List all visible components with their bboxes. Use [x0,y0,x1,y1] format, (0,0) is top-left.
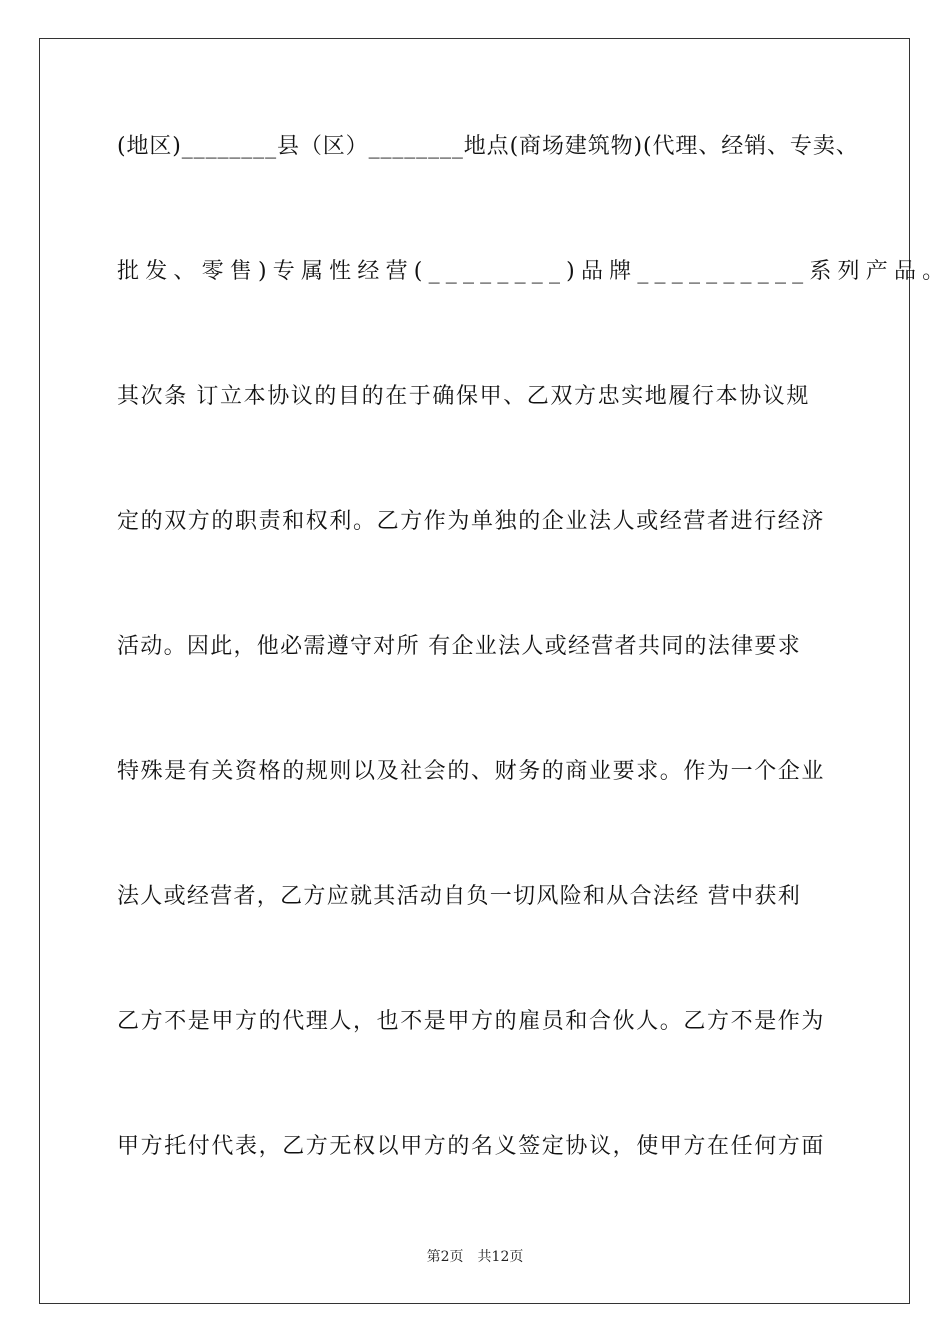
text-line: 法人或经营者，乙方应就其活动自负一切风险和从合法经 营中获利 [117,884,801,909]
text-line: 特殊是有关资格的规则以及社会的、财务的商业要求。作为一个企业 [117,759,826,784]
page-total: 共12页 [477,1249,524,1265]
text-line: (地区)________县（区）________地点(商场建筑物)(代理、经销、专卖、 [117,134,859,159]
text-line: 定的双方的职责和权利。乙方作为单独的企业法人或经营者进行经济 [117,509,826,534]
text-line: 活动。因此，他必需遵守对所 有企业法人或经营者共同的法律要求 [117,634,801,659]
page-border [39,38,910,1304]
text-line: 甲方托付代表，乙方无权以甲方的名义签定协议，使甲方在任何方面 [117,1134,826,1159]
page-number: 第2页 [426,1249,464,1265]
page-footer [0,1247,950,1267]
text-line: 乙方不是甲方的代理人，也不是甲方的雇员和合伙人。乙方不是作为 [117,1009,826,1034]
text-line: 批发、零售)专属性经营(________)品牌__________系列产品。 [117,259,950,284]
text-line: 其次条 订立本协议的目的在于确保甲、乙双方忠实地履行本协议规 [117,384,810,409]
